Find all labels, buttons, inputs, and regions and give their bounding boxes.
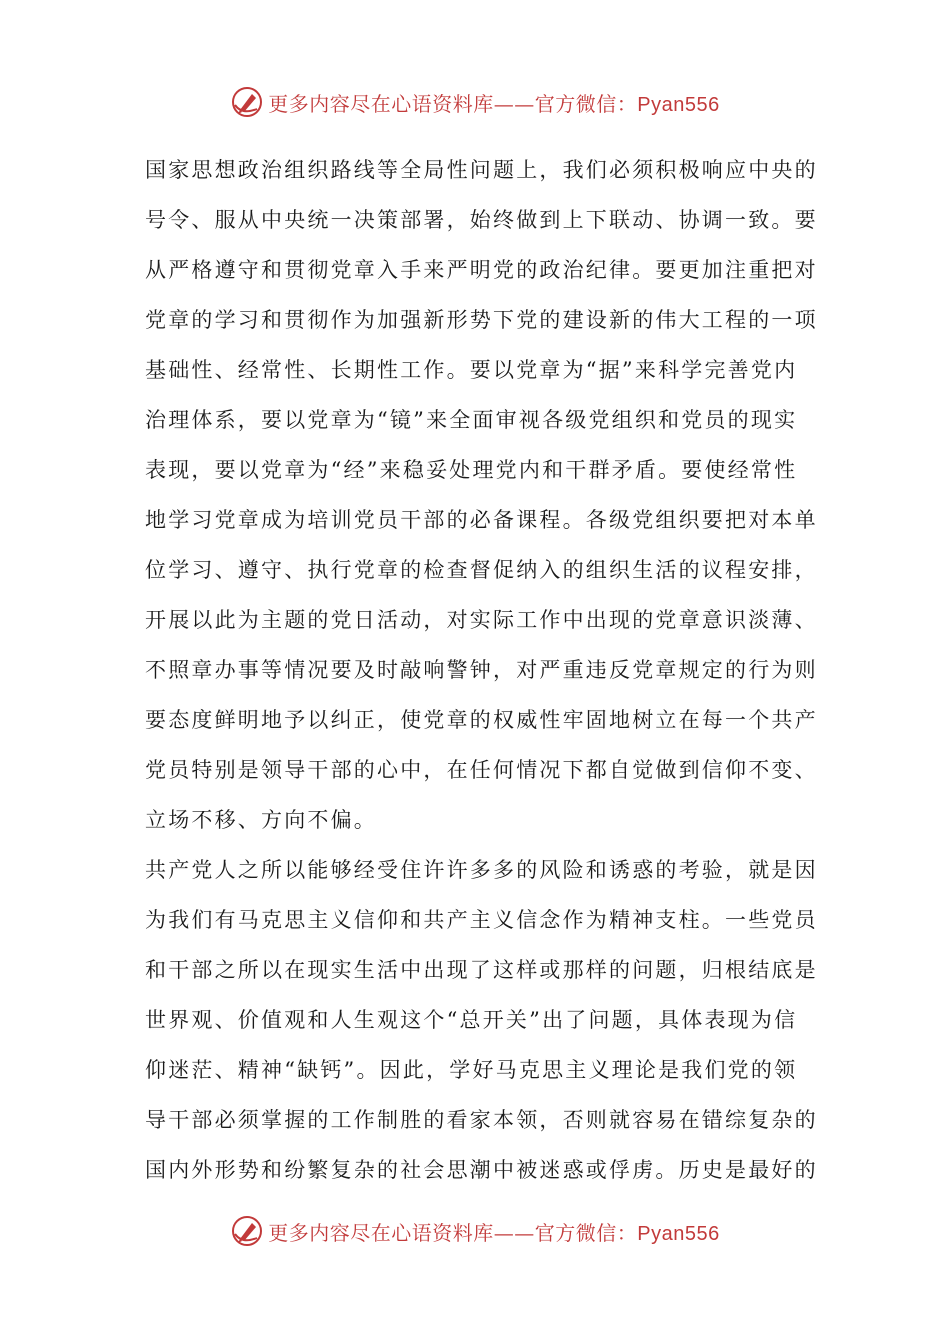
pen-nib-logo-icon	[230, 85, 264, 119]
header-wechat-id: Pyan556	[637, 93, 720, 116]
footer-wechat-id: Pyan556	[637, 1222, 720, 1245]
text-line: 治理体系，要以党章为“镜”来全面审视各级党组织和党员的现实	[145, 408, 798, 432]
text-line: 和干部之所以在现实生活中出现了这样或那样的问题，归根结底是	[145, 958, 818, 982]
pen-nib-logo-icon	[230, 1214, 264, 1248]
text-line: 共产党人之所以能够经受住许许多多的风险和诱惑的考验，就是因	[145, 858, 818, 882]
text-line: 党员特别是领导干部的心中，在任何情况下都自觉做到信仰不变、	[145, 758, 818, 782]
footer-dash: ——	[493, 1220, 535, 1245]
text-line: 号令、服从中央统一决策部署，始终做到上下联动、协调一致。要	[145, 208, 818, 232]
text-line: 立场不移、方向不偏。	[145, 808, 377, 832]
text-line: 地学习党章成为培训党员干部的必备课程。各级党组织要把对本单	[145, 508, 818, 532]
header-banner-text	[268, 88, 719, 117]
text-line: 仰迷茫、精神“缺钙”。因此，学好马克思主义理论是我们党的领	[145, 1058, 798, 1082]
header-wechat-label: 官方微信：	[534, 91, 638, 116]
text-line: 开展以此为主题的党日活动，对实际工作中出现的党章意识淡薄、	[145, 608, 818, 632]
text-line: 世界观、价值观和人生观这个“总开关”出了问题，具体表现为信	[145, 1008, 798, 1032]
text-line: 国家思想政治组织路线等全局性问题上，我们必须积极响应中央的	[145, 158, 818, 182]
text-line: 要态度鲜明地予以纠正，使党章的权威性牢固地树立在每一个共产	[145, 708, 818, 732]
text-line: 表现，要以党章为“经”来稳妥处理党内和干群矛盾。要使经常性	[145, 458, 798, 482]
text-line: 基础性、经常性、长期性工作。要以党章为“据”来科学完善党内	[145, 358, 798, 382]
header-dash: ——	[493, 91, 535, 116]
text-line: 从严格遵守和贯彻党章入手来严明党的政治纪律。要更加注重把对	[145, 258, 818, 282]
footer-banner	[0, 1211, 950, 1251]
header-brand: 更多内容尽在心语资料库	[268, 91, 494, 116]
text-line: 导干部必须掌握的工作制胜的看家本领，否则就容易在错综复杂的	[145, 1108, 818, 1132]
footer-brand: 更多内容尽在心语资料库	[268, 1220, 494, 1245]
footer-wechat-label: 官方微信：	[534, 1220, 638, 1245]
text-line: 党章的学习和贯彻作为加强新形势下党的建设新的伟大工程的一项	[145, 308, 818, 332]
document-body	[145, 145, 818, 1195]
text-line: 不照章办事等情况要及时敲响警钟，对严重违反党章规定的行为则	[145, 658, 818, 682]
text-line: 为我们有马克思主义信仰和共产主义信念作为精神支柱。一些党员	[145, 908, 818, 932]
footer-banner-text	[268, 1217, 719, 1246]
header-banner	[0, 82, 950, 122]
text-line: 国内外形势和纷繁复杂的社会思潮中被迷惑或俘虏。历史是最好的	[145, 1158, 818, 1182]
text-line: 位学习、遵守、执行党章的检查督促纳入的组织生活的议程安排，	[145, 558, 818, 582]
